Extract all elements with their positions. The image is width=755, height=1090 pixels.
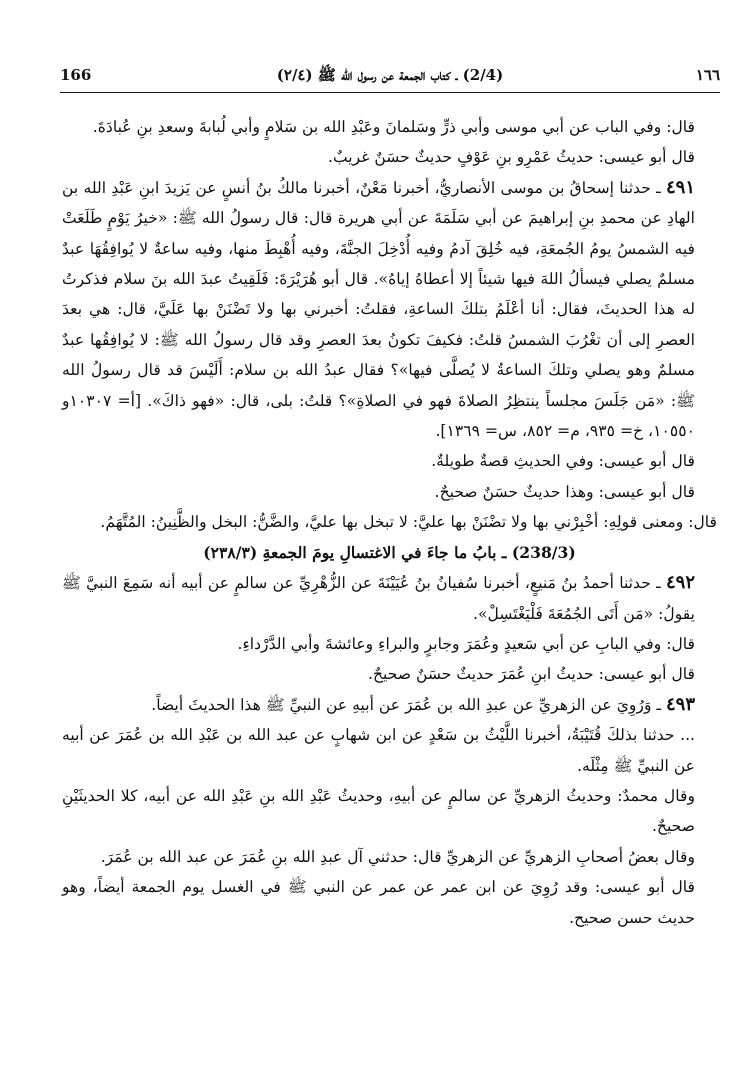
- paragraph-note: قال أبو عيسى: وفي الحديثِ قصةٌ طويلةٌ.: [431, 452, 695, 471]
- hadith-491: [62, 173, 717, 447]
- hadith-text: ـ حدثنا إسحاقُ بن موسى الأنصاريُّ، أخبرنا مَعْنٌ، أخبرنا مالكُ بنُ أنسٍ عن يَزيدَ ابنِ عَبْدِ الله بن الهادِ عن محمدِ بنِ إبراهيمَ عن أبي سَلَمَةَ عن أبي هريرة قال: قال رسولُ الله ﷺ: «خيرُ يَوْمٍ طَلَعَتْ فيه الشمسُ يومُ الجُمعَةِ، فيه خُلِقَ آدمُ وفيه أُدْخِلَ الجنَّةَ، وفيه أُهْبِطَ منها، وفيه ساعةٌ لا يُوافِقُهَا عبدٌ مسلمٌ يصلي فيسألُ اللهَ فيها شيئاً إلا أعطاهُ إياهُ». قال أبو هُرَيْرَةَ: فَلَقِيتُ عبدَ الله بنَ سلام فذكرتُ له هذا الحديثَ، فقال: أنا أعْلَمُ بتلكَ الساعةِ، فقلتُ: أخبرني بها ولا تَضْنَنْ بها عَلَيَّ، قال: هي بعدَ العصرِ إلى أن تغْرُبَ الشمسُ قلتُ: فكيفَ تكونُ بعدَ العصرِ وقد قال رسولُ الله ﷺ: لا يُوافِقُها عبدٌ مسلمٌ وهو يصلي وتلكَ الساعةُ لا يُصلَّى فيها»؟ فقال عبدُ الله بن سلام: أَلَيْسَ قد قال رسولُ الله ﷺ: «مَن جَلَسَ مجلساً ينتظِرُ الصلاةَ فهو في الصلاةِ»؟ قلتُ: بلى، قال: «فهو ذاكَ». [أ= ١٠٣٠٧و ١٠٥٥٠، خ= ٩٣٥، م= ٨٥٢، س= ١٣٦٩].: [62, 178, 695, 441]
- chapter-heading: (238/3) ـ بابُ ما جاءَ في الاغتسالِ يومَ الجمعةِ (٢٣٨/٣): [203, 542, 576, 562]
- hadith-number: ٤٩٢: [665, 572, 695, 594]
- hadith-492: [62, 568, 717, 629]
- paragraph-final: قال أبو عيسى: وقد رُوِيَ عن ابن عمر عن عمر عن النبي ﷺ في الغسل يوم الجمعة أيضاً، وهو حديث حسن صحيح.: [62, 878, 695, 927]
- page-body: [62, 112, 717, 933]
- paragraph-grading: قال أبو عيسى: حديثُ ابنِ عُمَرَ حديثٌ حسَنٌ صحيحٌ.: [368, 665, 695, 684]
- paragraph-muhammad: وقال محمدٌ: وحديثُ الزهريِّ عن سالمٍ عن أبيهِ، وحديثُ عَبْدِ الله بنِ عَبْدِ الله عن أبيه، كلا الحديثَيْنِ صحيحٌ.: [62, 786, 695, 836]
- paragraph-bab: قال: وفي الباب عن أبي موسى وأبي ذرٍّ وسَلمانَ وعَبْدِ الله بن سَلامٍ وأبي لُبابةَ وسعدِ بنِ عُبادَةَ.: [92, 118, 695, 136]
- paragraph-grading: قال أبو عيسى: وهذا حديثٌ حسَنٌ صحيحٌ.: [434, 482, 695, 501]
- page-number-latin: 166: [60, 66, 92, 84]
- running-title: (2/4) ـ كتاب الجمعة عن رسول الله ﷺ (٢/٤): [276, 66, 504, 84]
- hadith-text: ـ حدثنا أحمدُ بنُ مَنيعٍ، أخبرنا سُفيانُ بنُ عُيَيْنَةَ عن الزُّهْرِيِّ عن سالمٍ عن أبيه أنه سَمِعَ النبيَّ ﷺ يقولُ: «مَن أَتَى الجُمُعَةَ فَلْيَغْتَسِلْ».: [62, 574, 695, 623]
- hadith-493: [62, 690, 717, 720]
- page-header: [60, 64, 720, 93]
- paragraph-isnad: ... حدثنا بذلكَ قُتَيْبَةُ، أخبرنا اللَّيْثُ بن سَعْدٍ عن ابن شهابٍ عن عبد الله بن عَبْدِ الله بن عُمَرَ عن أبيه عن النبيِّ ﷺ مِثْلَه.: [62, 726, 695, 775]
- hadith-number: ٤٩٣: [665, 693, 695, 715]
- paragraph-grading: قال أبو عيسى: حديثُ عَمْرِو بنِ عَوْفٍ حديثٌ حسَنٌ غريبٌ.: [328, 148, 695, 167]
- paragraph-explanation: قال: ومعنى قولِهِ: أخْبِرْني بها ولا تضْنَنْ بها عليَّ: لا تبخل بها عليَّ، والضَّنُّ: البخل والظَّنِينُ: المُتَّهَمُ.: [100, 513, 717, 532]
- hadith-number: ٤٩١: [665, 176, 695, 198]
- paragraph-companions: وقال بعضُ أصحابِ الزهريِّ عن الزهريِّ قال: حدثني آل عبدِ الله بنِ عُمَرَ عن عبد الله بن عُمَرَ.: [100, 847, 695, 866]
- paragraph-bab: قال: وفي البابِ عن أبي سَعيدٍ وعُمَرَ وجابرٍ والبراءِ وعائشةَ وأبي الدَّرْداءِ.: [237, 634, 695, 653]
- hadith-text: ـ وَرُوِيَ عن الزهريِّ عن عبدِ الله بن عُمَرَ عن أبيهِ عن النبيِّ ﷺ هذا الحديثَ أيضاً.: [151, 695, 662, 714]
- page-number-arabic: ١٦٦: [695, 66, 720, 84]
